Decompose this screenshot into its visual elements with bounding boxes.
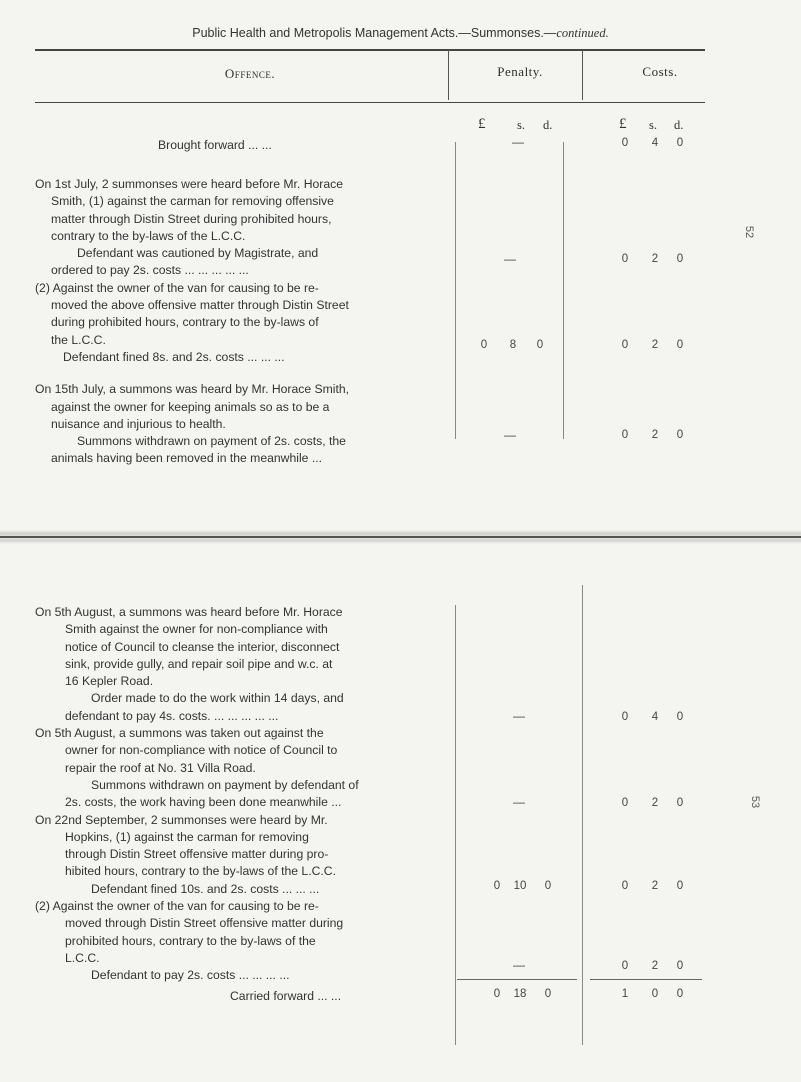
entry-line: owner for non-compliance with notice of Council to	[65, 743, 338, 758]
upper-2-penalty-s: 8	[509, 339, 517, 351]
entry-line: On 22nd September, 2 summonses were heard by Mr.	[35, 812, 328, 827]
upper-3-penalty: —	[504, 428, 516, 442]
entry-line: hibited hours, contrary to the by-laws of the L.C.C.	[65, 864, 336, 879]
entry-line: moved through Distin Street offensive matter during	[65, 916, 344, 931]
upper-1-costs-s: 2	[651, 253, 659, 265]
carried-forward-costs-d: 0	[676, 988, 684, 1000]
penalty-unit-pound: £	[478, 116, 486, 132]
upper-penalty-left-line	[455, 142, 456, 439]
entry-line: Defendant fined 10s. and 2s. costs ... ... ...	[91, 881, 320, 896]
header-top-rule	[35, 49, 705, 51]
brought-forward-penalty: —	[512, 135, 524, 149]
carried-forward-penalty-l: 0	[493, 988, 501, 1000]
costs-total-rule	[590, 979, 702, 980]
entry-line: On 15th July, a summons was heard by Mr. Horace Smith,	[35, 382, 350, 397]
lower-1-costs-d: 0	[676, 711, 684, 723]
lower-2-costs-l: 0	[621, 797, 629, 809]
upper-1-costs-l: 0	[621, 253, 629, 265]
entry-line: Defendant was cautioned by Magistrate, and	[77, 246, 319, 261]
brought-forward-costs-s: 4	[651, 137, 659, 149]
lower-4-penalty: —	[513, 958, 525, 972]
entry-line: Smith against the owner for non-compliance with	[65, 622, 328, 637]
lower-2-costs-d: 0	[676, 797, 684, 809]
upper-2-costs-l: 0	[621, 339, 629, 351]
header-divider-2	[582, 50, 583, 100]
carried-forward-penalty-d: 0	[544, 988, 552, 1000]
costs-column-header: Costs.	[642, 64, 678, 79]
lower-2-costs-s: 2	[651, 797, 659, 809]
lower-1-costs-s: 4	[651, 711, 659, 723]
entry-line: 16 Kepler Road.	[65, 674, 154, 689]
carried-forward-penalty-s: 18	[513, 988, 527, 1000]
entry-line: Hopkins, (1) against the carman for removing	[65, 829, 309, 844]
entry-line: Summons withdrawn on payment of 2s. costs, the	[77, 434, 346, 449]
page-number-lower: 53	[749, 795, 762, 809]
entry-line: defendant to pay 4s. costs. ... ... ... ... ...	[65, 708, 279, 723]
entry-line: prohibited hours, contrary to the by-laws of the	[65, 933, 316, 948]
header-divider-1	[448, 50, 449, 100]
lower-3-penalty-l: 0	[493, 880, 501, 892]
entry-line: L.C.C.	[65, 950, 100, 965]
entry-line: the L.C.C.	[51, 332, 106, 347]
penalty-total-rule	[457, 979, 577, 980]
lower-3-penalty-d: 0	[544, 880, 552, 892]
entry-line: sink, provide gully, and repair soil pipe and w.c. at	[65, 656, 333, 671]
entry-line: On 5th August, a summons was taken out against the	[35, 726, 324, 741]
upper-entries	[35, 176, 445, 468]
offence-column-header: Offence.	[224, 66, 276, 81]
header-bottom-rule	[35, 102, 705, 103]
lower-penalty-left-line	[455, 605, 456, 1045]
brought-forward-costs-l: 0	[621, 137, 629, 149]
entry-line: repair the roof at No. 31 Villa Road.	[65, 760, 256, 775]
entry-line: during prohibited hours, contrary to the by-laws of	[51, 315, 319, 330]
costs-unit-pence: d.	[674, 118, 684, 132]
penalty-column-header: Penalty.	[497, 64, 543, 79]
brought-forward-label: Brought forward ... ...	[158, 138, 272, 152]
costs-unit-shilling: s.	[649, 118, 657, 132]
entry-line: nuisance and injurious to health.	[51, 416, 226, 431]
entry-line: On 5th August, a summons was heard before Mr. Horace	[35, 605, 343, 619]
entry-line: Order made to do the work within 14 days, and	[91, 691, 344, 706]
entry-line: moved the above offensive matter through Distin Street	[51, 298, 349, 313]
carried-forward-costs-l: 1	[621, 988, 629, 1000]
entry-line: ordered to pay 2s. costs ... ... ... ... ...	[51, 263, 249, 278]
penalty-unit-pence: d.	[543, 118, 553, 132]
penalty-unit-shilling: s.	[517, 118, 525, 132]
lower-penalty-right-line	[582, 585, 583, 1045]
lower-1-penalty: —	[513, 709, 525, 723]
upper-1-penalty: —	[504, 252, 516, 266]
entry-line: Summons withdrawn on payment by defendant of	[91, 777, 359, 792]
entry-line: Defendant fined 8s. and 2s. costs ... ... ...	[63, 349, 285, 364]
upper-2-penalty-l: 0	[480, 339, 488, 351]
entry-line: On 1st July, 2 summonses were heard before Mr. Horace	[35, 177, 343, 191]
lower-3-costs-d: 0	[676, 880, 684, 892]
upper-penalty-right-line	[563, 142, 564, 439]
lower-1-costs-l: 0	[621, 711, 629, 723]
entry-line: 2s. costs, the work having been done meanwhile ...	[65, 795, 342, 810]
entry-line: matter through Distin Street during prohibited hours,	[51, 211, 332, 226]
lower-3-costs-s: 2	[651, 880, 659, 892]
carried-forward-label: Carried forward ... ...	[230, 989, 342, 1003]
entry-line: (2) Against the owner of the van for causing to be re-	[35, 280, 319, 295]
lower-4-costs-l: 0	[621, 960, 629, 972]
lower-entries	[35, 604, 445, 985]
upper-3-costs-d: 0	[676, 429, 684, 441]
lower-3-penalty-s: 10	[513, 880, 527, 892]
upper-2-costs-s: 2	[651, 339, 659, 351]
lower-3-costs-l: 0	[621, 880, 629, 892]
entry-line: against the owner for keeping animals so as to be a	[51, 399, 330, 414]
upper-2-penalty-d: 0	[536, 339, 544, 351]
entry-line: contrary to the by-laws of the L.C.C.	[51, 228, 246, 243]
upper-3-costs-l: 0	[621, 429, 629, 441]
brought-forward-costs-d: 0	[676, 137, 684, 149]
upper-2-costs-d: 0	[676, 339, 684, 351]
upper-1-costs-d: 0	[676, 253, 684, 265]
entry-line: through Distin Street offensive matter during pro-	[65, 847, 329, 862]
entry-line: notice of Council to cleanse the interior, disconnect	[65, 639, 340, 654]
entry-line: animals having been removed in the meanwhile ...	[51, 451, 322, 466]
lower-4-costs-d: 0	[676, 960, 684, 972]
carried-forward-costs-s: 0	[651, 988, 659, 1000]
page-number-upper: 52	[743, 225, 756, 239]
upper-3-costs-s: 2	[651, 429, 659, 441]
entry-line: (2) Against the owner of the van for causing to be re-	[35, 899, 319, 914]
page-separator-line	[0, 536, 801, 538]
entry-line: Smith, (1) against the carman for removing offensive	[51, 194, 334, 209]
costs-unit-pound: £	[619, 116, 627, 132]
lower-4-costs-s: 2	[651, 960, 659, 972]
entry-line: Defendant to pay 2s. costs ... ... ... ...	[91, 968, 290, 983]
lower-2-penalty: —	[513, 795, 525, 809]
page-title: Public Health and Metropolis Management Acts.—Summonses.—continued.	[192, 26, 609, 40]
